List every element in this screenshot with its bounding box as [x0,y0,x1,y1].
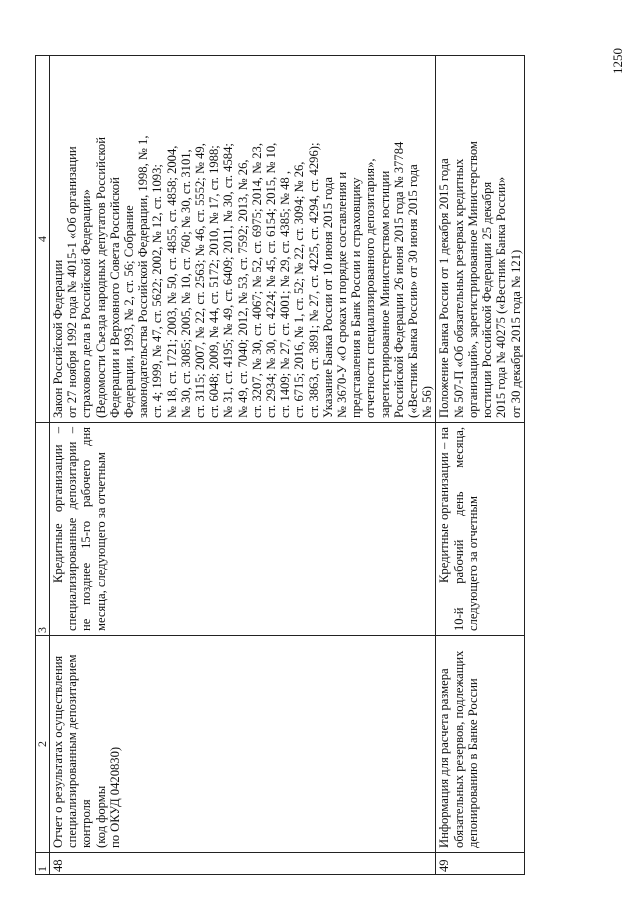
report-name-line: депонированию в Банке России [465,678,480,848]
legal-basis-line: отчетности специализированного депозитария», [363,158,378,418]
legal-basis-line: Федерации, 1993, № 2, ст. 56; Собрание [122,205,137,418]
column-header-4: 4 [36,56,50,423]
legal-basis-line: организаций», зарегистрированное Министерством [465,141,480,418]
report-name-line: обязательных резервов, подлежащих [451,650,466,848]
legal-basis-line: ст. 6048; 2009, № 44, ст. 5172; 2010, № 17, ст. 1988; [207,145,222,418]
legal-basis-line: № 3670-У «О сроках и порядке составления и [335,171,350,418]
report-name-line: (код формы [93,785,108,848]
legal-basis-line: ст. 2934; № 30, ст. 4224; № 45, ст. 6154; 2015, № 10, [264,142,279,418]
report-name-cell [50,636,436,853]
legal-basis-line: Российской Федерации 26 июня 2015 года № 37784 [391,141,406,418]
legal-basis-line: страхового дела в Российской Федерации» [79,189,94,418]
legal-basis-line: зарегистрированное Министерством юстиции [377,170,392,418]
deadline-text: Кредитные организации – специализированные депозитарии – не позднее 15-го рабочего дня месяца, следующего за отчетным [51,427,108,631]
legal-basis-line: ст. 1409; № 27, ст. 4001; № 29, ст. 4385; № 48 , [278,171,293,418]
reporting-forms-table [35,55,525,875]
report-name-line: Отчет о результатах осуществления [51,655,65,848]
legal-basis-line: № 30, ст. 3085; 2005, № 10, ст. 760; № 30, ст. 3101, [178,149,193,418]
legal-basis-line: ст. 3115; 2007, № 22, ст. 2563; № 46, ст. 5552; № 49, [193,143,208,418]
column-header-1: 1 [36,853,50,875]
legal-basis-line: Закон Российской Федерации [51,259,65,418]
legal-basis-line: от 30 декабря 2015 года № 121) [508,249,523,418]
legal-basis-line: ст. 4; 1999, № 47, ст. 5622; 2002, № 12, ст. 1093; [150,164,165,418]
column-header-2: 2 [36,636,50,853]
column-header-3: 3 [36,423,50,636]
legal-basis-cell [436,56,524,423]
row-number: 49 [436,853,524,875]
legal-basis-line: 2015 года № 40275 («Вестник Банка России» [494,176,509,418]
legal-basis-line: № 31, ст. 4195; № 49, ст. 6409; 2011, № 30, ст. 4584; [221,143,236,418]
legal-basis-line: Указание Банка России от 10 июня 2015 года [320,177,335,418]
deadline-cell [436,423,524,636]
rotated-document-page [35,25,590,875]
report-name-cell [436,636,524,853]
table-row [436,56,524,875]
legal-basis-line: № 507-П «Об обязательных резервах кредитных [451,158,466,418]
legal-basis-line: № 18, ст. 1721; 2003, № 50, ст. 4855, ст. 4858; 2004, [164,145,179,418]
legal-basis-line: ст. 6715; 2016, № 1, ст. 52; № 22, ст. 3094; № 26, [292,161,307,418]
deadline-text: Кредитные организации – на 10-й рабочий день месяца, следующего за отчетным [437,427,480,631]
legal-basis-line: представления в Банк России и страховщику [349,177,364,418]
deadline-cell [50,423,436,636]
page-number: 1250 [610,48,625,74]
legal-basis-line: № 49, ст. 7040; 2012, № 53, ст. 7592; 2013, № 26, [235,159,250,418]
legal-basis-cell [50,56,436,423]
legal-basis-line: (Ведомости Съезда народных депутатов Российской [93,137,108,418]
table-row [50,56,436,875]
legal-basis-line: Положение Банка России от 1 декабря 2015 года [437,158,452,418]
report-name-line: специализированным депозитарием [65,654,80,848]
legal-basis-line: юстиции Российской Федерации 25 декабря [480,181,495,418]
header-row [36,56,50,875]
report-name-line: Информация для расчета размера [437,668,452,848]
legal-basis-line: ст. 3207, № 30, ст. 4067; № 52, ст. 6975; 2014, № 23, [249,143,264,418]
report-name-line: по ОКУД 0420830) [107,746,122,848]
legal-basis-line: от 27 ноября 1992 года № 4015-1 «Об организации [65,146,80,418]
legal-basis-line: («Вестник Банка России» от 30 июня 2015 года [406,164,421,418]
legal-basis-line: № 56) [420,386,435,418]
legal-basis-line: ст. 3863, ст. 3891; № 27, ст. 4225, ст. 4294, ст. 4296); [306,142,321,418]
legal-basis-line: Федерации и Верховного Совета Российской [107,177,122,418]
row-number: 48 [50,853,436,875]
report-name-line: контроля [79,799,94,848]
legal-basis-line: законодательства Российской Федерации, 1998, № 1, [136,135,151,418]
